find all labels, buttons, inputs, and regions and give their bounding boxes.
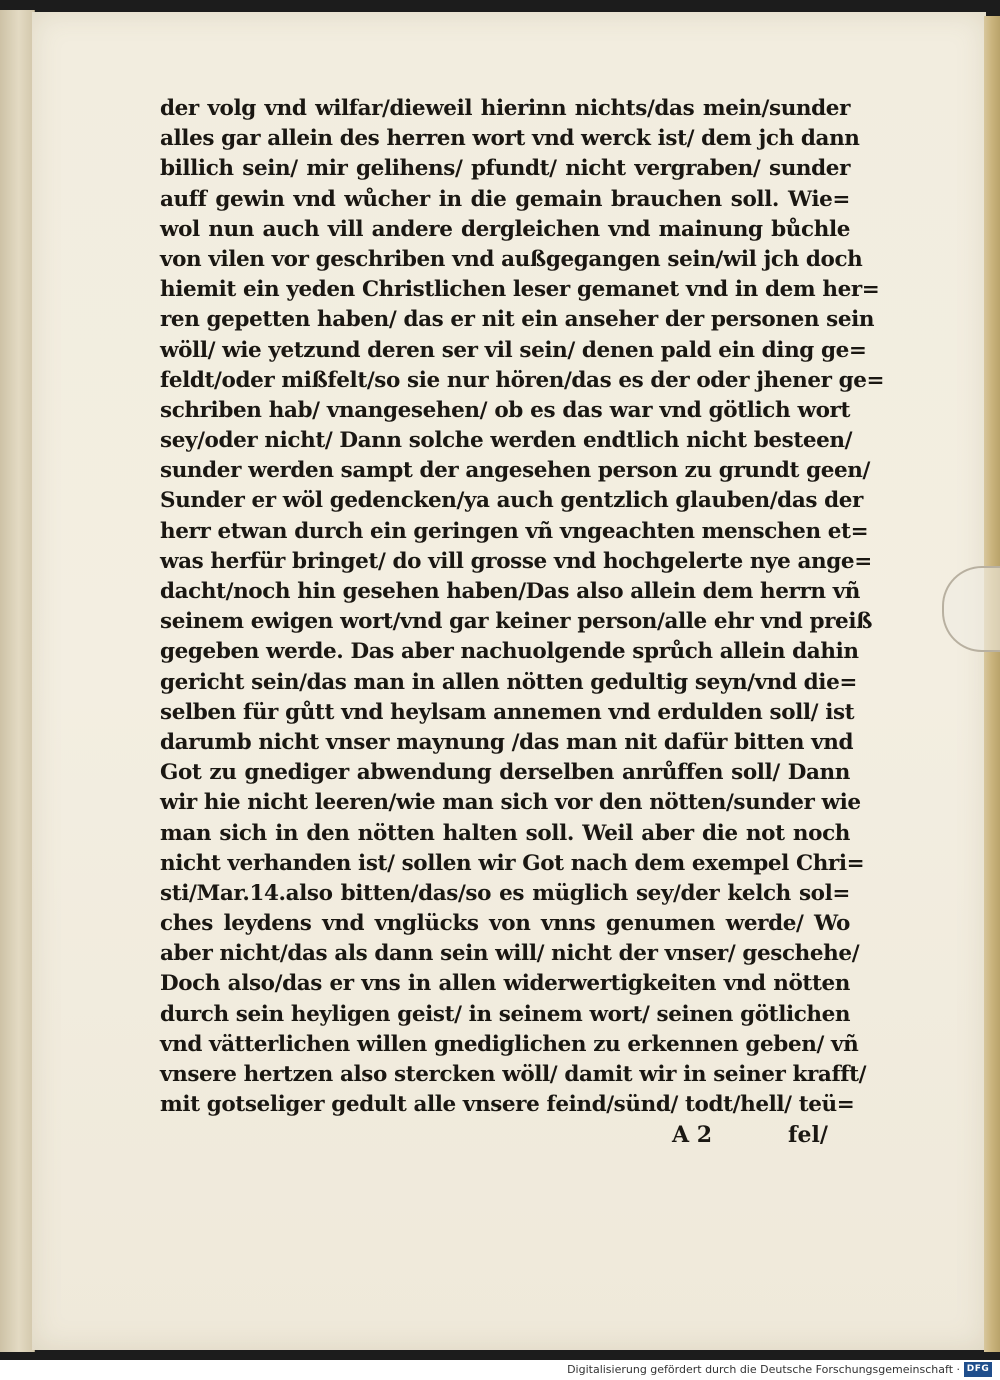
- fore-edge: [984, 16, 1000, 1352]
- text-line: schriben hab/ vnangesehen/ ob es das war vnd götlich wort: [160, 397, 850, 423]
- text-line: billich sein/ mir gelihens/ pfundt/ nicht vergraben/ sunder: [160, 156, 850, 182]
- text-line: herr etwan durch ein geringen vñ vngeachten menschen et=: [160, 518, 869, 544]
- text-line: Doch also/das er vns in allen widerwertigkeiten vnd nötten: [160, 971, 850, 997]
- text-line: sti/Mar.14.also bitten/das/so es müglich sey/der kelch sol=: [160, 880, 850, 906]
- text-line: alles gar allein des herren wort vnd werck ist/ dem jch dann: [160, 126, 860, 152]
- text-line: sunder werden sampt der angesehen person zu grundt geen/: [160, 458, 870, 484]
- text-line: Sunder er wöl gedencken/ya auch gentzlich glauben/das der: [160, 488, 863, 514]
- page-footer-line: [672, 1122, 852, 1154]
- dfg-logo-icon: DFG: [964, 1362, 992, 1377]
- text-line: der volg vnd wilfar/dieweil hierinn nichts/das mein/sunder: [160, 96, 850, 121]
- catchword: fel/: [788, 1122, 828, 1148]
- text-line: durch sein heyligen geist/ in seinem wort/ seinen götlichen: [160, 1001, 851, 1027]
- signature-mark: A 2: [672, 1122, 713, 1148]
- text-line: gegeben werde. Das aber nachuolgende sprůch allein dahin: [160, 639, 859, 665]
- text-line: dacht/noch hin gesehen haben/Das also allein dem herrn vñ: [160, 579, 861, 604]
- text-line: hiemit ein yeden Christlichen leser gemanet vnd in dem her=: [160, 277, 880, 303]
- text-line: vnsere hertzen also stercken wöll/ damit wir in seiner krafft/: [160, 1062, 867, 1087]
- text-line: vnd vätterlichen willen gnediglichen zu erkennen geben/ vñ: [160, 1031, 859, 1057]
- text-line: was herfür bringet/ do vill grosse vnd hochgelerte nye ange=: [160, 548, 872, 574]
- text-line: seinem ewigen wort/vnd gar keiner person/alle ehr vnd preiß: [160, 609, 873, 635]
- text-line: nicht verhanden ist/ sollen wir Got nach dem exempel Chri=: [160, 850, 865, 876]
- text-line: Got zu gnediger abwendung derselben anrůffen soll/ Dann: [160, 760, 850, 786]
- credit-bar: [0, 1360, 1000, 1380]
- left-page-edge: [0, 10, 35, 1352]
- text-line: aber nicht/das als dann sein will/ nicht der vnser/ geschehe/: [160, 941, 860, 967]
- text-line: ren gepetten haben/ das er nit ein anseher der personen sein: [160, 307, 875, 333]
- funding-credit: Digitalisierung gefördert durch die Deutsche Forschungsgemeinschaft ·: [567, 1363, 960, 1376]
- text-line: wir hie nicht leeren/wie man sich vor den nötten/sunder wie: [160, 790, 861, 816]
- text-line: wol nun auch vill andere dergleichen vnd mainung bůchle: [160, 216, 850, 242]
- text-line: auff gewin vnd wůcher in die gemain brauchen soll. Wie=: [160, 186, 850, 212]
- text-line: feldt/oder mißfelt/so sie nur hören/das es der oder jhener ge=: [160, 367, 885, 393]
- text-line: gericht sein/das man in allen nötten gedultig seyn/vnd die=: [160, 669, 857, 695]
- text-line: darumb nicht vnser maynung /das man nit dafür bitten vnd: [160, 729, 854, 755]
- text-line: mit gotseliger gedult alle vnsere feind/sünd/ todt/hell/ teü=: [160, 1092, 855, 1118]
- body-text: [160, 94, 885, 1120]
- text-line: von vilen vor geschriben vnd außgegangen sein/wil jch doch: [160, 246, 863, 272]
- text-line: ches leydens vnd vnglücks von vnns genumen werde/ Wo: [160, 911, 850, 937]
- text-line: sey/oder nicht/ Dann solche werden endtlich nicht besteen/: [160, 428, 853, 454]
- text-line: selben für gůtt vnd heylsam annemen vnd erdulden soll/ ist: [160, 699, 855, 725]
- text-line: wöll/ wie yetzund deren ser vil sein/ denen pald ein ding ge=: [160, 337, 867, 363]
- text-line: man sich in den nötten halten soll. Weil aber die not noch: [160, 820, 850, 846]
